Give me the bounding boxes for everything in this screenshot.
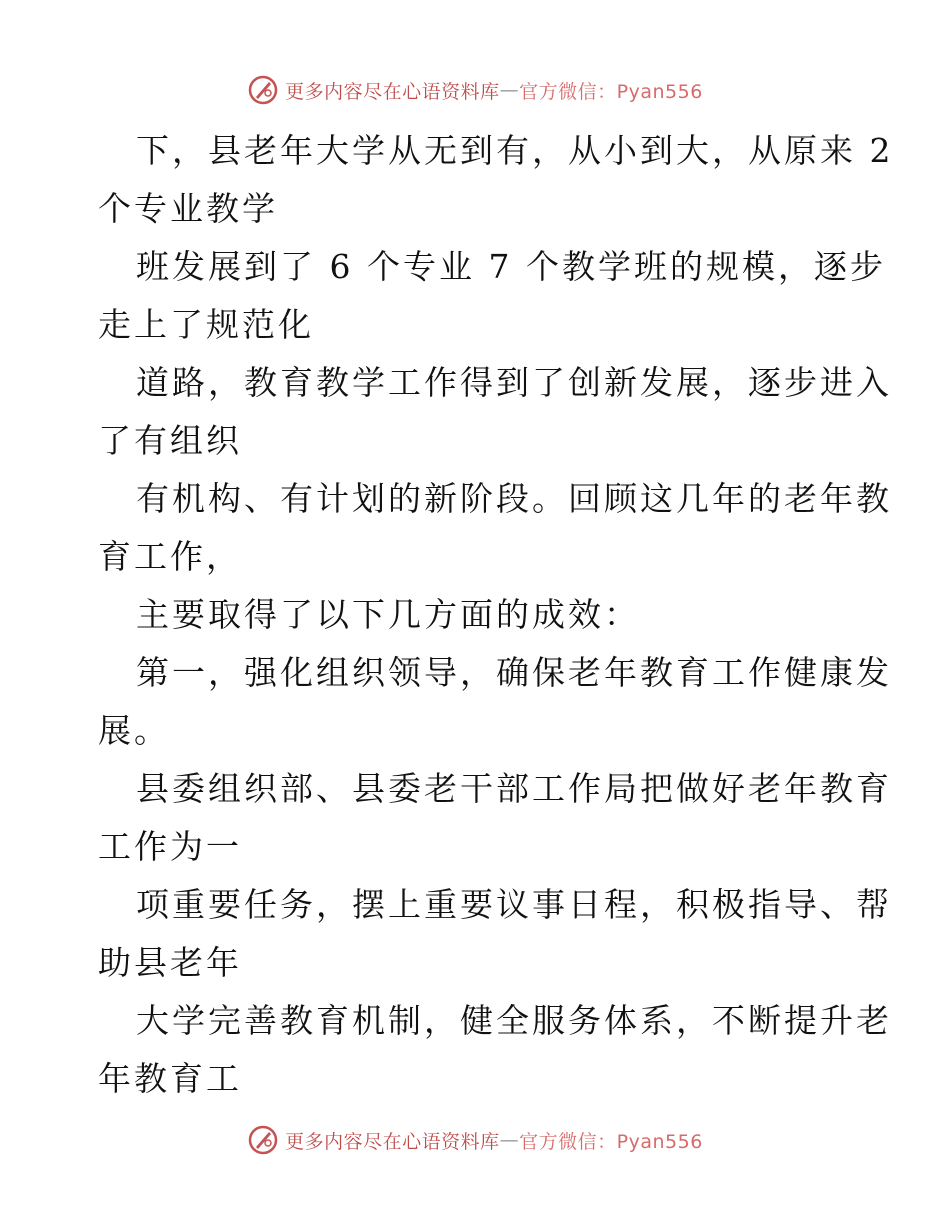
document-body xyxy=(98,122,894,1108)
banner-wechat: 官方微信：Pyan556 xyxy=(519,1130,703,1153)
text-line: 第一，强化组织领导，确保老年教育工作健康发 xyxy=(136,653,892,692)
footer-watermark-banner xyxy=(0,1120,950,1160)
quill-pen-circle-icon xyxy=(247,74,279,106)
text-line: 工作为一 xyxy=(98,827,242,866)
text-line: 项重要任务，摆上重要议事日程，积极指导、帮 xyxy=(136,885,892,924)
banner-separator: — xyxy=(499,1129,520,1151)
text-line: 下，县老年大学从无到有，从小到大，从原来 2 xyxy=(136,131,894,170)
text-line: 展。 xyxy=(98,711,170,750)
text-line: 个专业教学 xyxy=(98,189,278,228)
text-line: 班发展到了 6 个专业 7 个教学班的规模，逐步 xyxy=(136,247,886,286)
text-line: 主要取得了以下几方面的成效： xyxy=(136,595,640,634)
text-line: 有机构、有计划的新阶段。回顾这几年的老年教 xyxy=(136,479,892,518)
banner-text: 更多内容尽在心语资料库 xyxy=(285,80,500,103)
text-line: 大学完善教育机制，健全服务体系，不断提升老 xyxy=(136,1001,892,1040)
text-line: 了有组织 xyxy=(98,421,242,460)
text-line: 县委组织部、县委老干部工作局把做好老年教育 xyxy=(136,769,892,808)
banner-separator: — xyxy=(499,79,520,101)
quill-pen-circle-icon xyxy=(247,1124,279,1156)
banner-text: 更多内容尽在心语资料库 xyxy=(285,1130,500,1153)
text-line: 年教育工 xyxy=(98,1059,242,1098)
banner-wechat: 官方微信：Pyan556 xyxy=(519,80,703,103)
text-line: 道路，教育教学工作得到了创新发展，逐步进入 xyxy=(136,363,892,402)
text-line: 育工作， xyxy=(98,537,242,576)
text-line: 助县老年 xyxy=(98,943,242,982)
header-watermark-banner xyxy=(0,70,950,110)
text-line: 走上了规范化 xyxy=(98,305,314,344)
